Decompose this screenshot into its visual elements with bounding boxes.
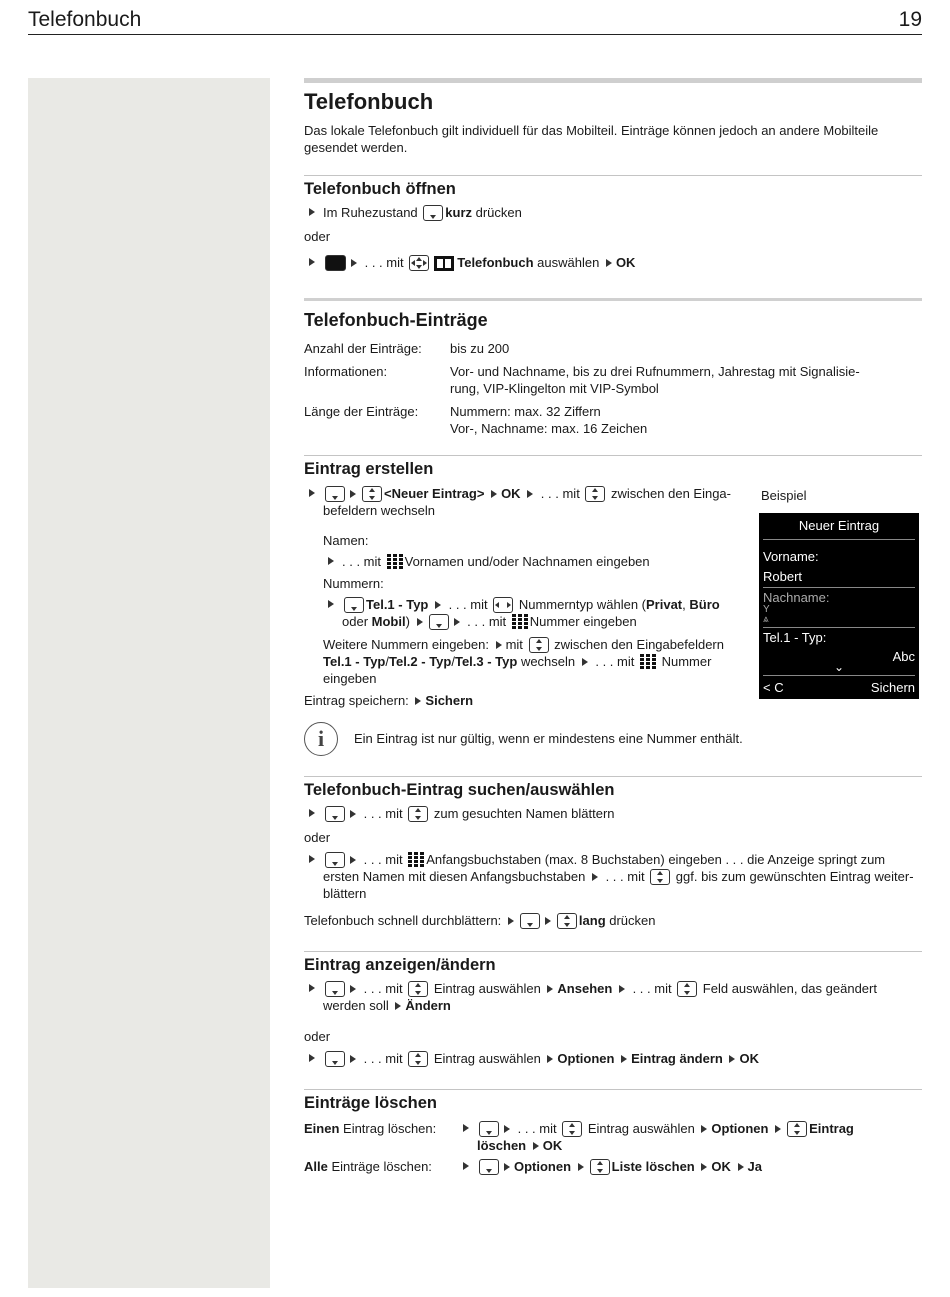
arrow-icon (309, 1054, 315, 1062)
text (723, 1051, 727, 1066)
text: zwischen den Einga- (607, 486, 731, 501)
chevron-down-icon: ⌄ (833, 660, 845, 674)
handset-display-example (759, 513, 919, 699)
bold-text: Eintrag ändern (631, 1051, 723, 1066)
key-updown-icon (650, 869, 670, 885)
display-softkey-left: < C (763, 680, 784, 695)
bold-text: lang (578, 913, 606, 928)
nav-4way-icon (409, 255, 429, 271)
or-text: oder (304, 1029, 331, 1044)
divider (304, 455, 922, 456)
info-note: Ein Eintrag ist nur gültig, wenn er mindestens eine Nummer enthält. (354, 731, 743, 746)
display-field-firstname-value: Robert (763, 569, 803, 584)
step-delete-one (458, 1120, 887, 1154)
text: . . . mit (360, 981, 407, 996)
arrow-icon (606, 259, 612, 267)
key-down-icon (479, 1121, 499, 1137)
text: Eintrag auswählen (584, 1121, 699, 1136)
text: Eintrag auswählen (430, 1051, 545, 1066)
sidebar-margin (28, 78, 270, 1288)
bold-text: OK (711, 1159, 731, 1174)
text: . . . mit (601, 869, 649, 884)
entries-label-length: Länge der Einträge: (304, 404, 419, 419)
arrow-icon (415, 697, 421, 705)
arrow-icon (547, 1055, 553, 1063)
key-down-icon (325, 1051, 345, 1067)
key-leftright-icon (493, 597, 513, 613)
bold-text: Optionen (711, 1121, 769, 1136)
entries-value-count: bis zu 200 (450, 341, 510, 356)
text: Einträge löschen: (327, 1159, 432, 1174)
keypad-icon (640, 654, 656, 669)
text: . . . mit (514, 1121, 561, 1136)
arrow-icon (351, 259, 357, 267)
keypad-icon (408, 852, 424, 867)
divider (304, 1089, 922, 1090)
divider (304, 776, 922, 777)
step-names (323, 553, 762, 570)
step-open-1 (304, 204, 923, 221)
text (612, 981, 616, 996)
arrow-icon (578, 1163, 584, 1171)
key-down-icon (325, 806, 345, 822)
text: Telefonbuch schnell durchblättern: (304, 913, 505, 928)
key-down-icon (325, 981, 345, 997)
step-open-2 (304, 254, 923, 271)
divider (304, 298, 922, 301)
key-down-icon (344, 597, 364, 613)
section-bar (304, 78, 922, 83)
display-field-lastname-label: Nachname: (763, 590, 830, 605)
display-softkey-right: Sichern (870, 680, 915, 695)
page-number: 19 (898, 8, 922, 31)
arrow-icon (496, 641, 502, 649)
heading-delete: Einträge löschen (304, 1094, 437, 1112)
step-more-numbers (323, 636, 743, 687)
text (731, 1159, 735, 1174)
intro-text: Das lokale Telefonbuch gilt individuell für das Mobilteil. Einträge können jedoch an andere Mobilteile gesendet werden. (304, 123, 879, 155)
step-save (304, 692, 473, 709)
bold-text: Mobil (371, 614, 406, 629)
text: . . . mit (342, 554, 385, 569)
arrow-icon (527, 490, 533, 498)
text: befeldern wechseln (323, 503, 436, 518)
bold-text: <Neuer Eintrag> (384, 486, 485, 501)
arrow-icon (547, 985, 553, 993)
text: zwischen den Eingabefeldern (550, 637, 724, 652)
arrow-icon (775, 1125, 781, 1133)
key-down-icon (520, 913, 540, 929)
text: zum gesuchten Namen blättern (430, 806, 615, 821)
arrow-icon (350, 856, 356, 864)
names-label: Namen: (323, 533, 369, 548)
arrow-icon (417, 618, 423, 626)
bold-text: Sichern (425, 693, 474, 708)
bold-text: OK (615, 255, 636, 270)
bold-text: Eintrag löschen (477, 1121, 854, 1153)
arrow-icon (545, 917, 551, 925)
bold-text: OK (542, 1138, 563, 1153)
text (768, 1121, 772, 1136)
bold-text: Privat (646, 597, 683, 612)
book-icon (434, 256, 454, 271)
delete-all-label (304, 1158, 432, 1175)
bold-text: Tel.1 - Typ (323, 654, 386, 669)
arrow-icon (738, 1163, 744, 1171)
header-divider (28, 34, 922, 35)
heading-create: Eintrag erstellen (304, 460, 434, 478)
key-updown-icon (408, 806, 428, 822)
arrow-icon (504, 1163, 510, 1171)
heading-entries: Telefonbuch-Einträge (304, 310, 488, 330)
key-down-icon (429, 614, 449, 630)
arrow-icon (533, 1142, 539, 1150)
bold-text: OK (739, 1051, 759, 1066)
text: wechseln (517, 654, 579, 669)
arrow-icon (395, 1002, 401, 1010)
bold-text: Tel.2 - Typ (388, 654, 452, 669)
text: . . . mit (444, 597, 492, 612)
bold-text: Tel.3 - Typ (454, 654, 518, 669)
key-updown-icon (787, 1121, 807, 1137)
heading-search: Telefonbuch-Eintrag suchen/auswählen (304, 781, 615, 799)
arrow-icon (328, 557, 334, 565)
arrow-icon (328, 600, 334, 608)
display-field-tel-type-label: Tel.1 - Typ: (763, 630, 827, 645)
or-text: oder (304, 229, 331, 244)
delete-one-label (304, 1120, 436, 1137)
step-delete-all (458, 1158, 917, 1175)
key-down-icon (479, 1159, 499, 1175)
bold-text: Einen (304, 1121, 340, 1136)
arrow-icon (350, 810, 356, 818)
bold-text: Ansehen (557, 981, 613, 996)
entries-value-info: Vor- und Nachname, bis zu drei Rufnummern, Jahrestag mit Signalisie-rung, VIP-Klingelton mit VIP-Symbol (450, 364, 860, 396)
text: Eintrag speichern: (304, 693, 413, 708)
step-create-1 (304, 485, 763, 519)
text: Feld auswählen, das geändert werden soll (323, 981, 877, 1013)
text: . . . mit (463, 614, 510, 629)
text (526, 1138, 530, 1153)
bold-text: Optionen (514, 1159, 572, 1174)
text (614, 1051, 618, 1066)
text (428, 597, 432, 612)
arrow-icon (350, 985, 356, 993)
text: . . . mit (361, 255, 408, 270)
display-input-mode: Abc (892, 649, 915, 664)
arrow-icon (582, 658, 588, 666)
key-updown-icon (557, 913, 577, 929)
step-numbers (323, 596, 747, 630)
step-search-2 (304, 851, 922, 902)
heading-open: Telefonbuch öffnen (304, 180, 456, 198)
text (571, 1159, 575, 1174)
text (484, 486, 488, 501)
arrow-icon (463, 1124, 469, 1132)
bold-text: Telefonbuch (457, 255, 534, 270)
key-updown-icon (408, 1051, 428, 1067)
divider (304, 951, 922, 952)
example-label: Beispiel (761, 488, 807, 503)
key-down-icon (325, 486, 345, 502)
heading-edit: Eintrag anzeigen/ändern (304, 956, 496, 974)
step-edit-2 (304, 1050, 923, 1067)
text: . . . mit (628, 981, 676, 996)
text: Nummer eingeben (529, 614, 637, 629)
entries-label-count: Anzahl der Einträge: (304, 341, 422, 356)
key-down-icon (325, 852, 345, 868)
arrow-icon (309, 984, 315, 992)
text: oder (342, 614, 372, 629)
arrow-icon (309, 855, 315, 863)
display-field-firstname-label: Vorname: (763, 549, 819, 564)
arrow-icon (491, 490, 497, 498)
display-divider (763, 627, 915, 628)
arrow-icon (619, 985, 625, 993)
arrow-icon (729, 1055, 735, 1063)
text: Eintrag auswählen (430, 981, 545, 996)
page-title: Telefonbuch (304, 89, 434, 114)
arrow-icon (454, 618, 460, 626)
text: drücken (472, 205, 522, 220)
entries-label-info: Informationen: (304, 364, 388, 379)
arrow-icon (504, 1125, 510, 1133)
display-divider (763, 587, 915, 588)
text: Eintrag löschen: (339, 1121, 437, 1136)
key-updown-icon (590, 1159, 610, 1175)
key-updown-icon (585, 486, 605, 502)
step-search-1 (304, 805, 923, 822)
bold-text: Tel.1 - Typ (366, 597, 429, 612)
text: , (682, 597, 690, 612)
arrow-icon (309, 258, 315, 266)
arrow-icon (592, 873, 598, 881)
menu-key-icon (325, 255, 346, 271)
bold-text: OK (501, 486, 521, 501)
arrow-icon (350, 1055, 356, 1063)
text (521, 486, 525, 501)
arrow-icon (621, 1055, 627, 1063)
arrow-icon (309, 208, 315, 216)
arrow-icon (701, 1125, 707, 1133)
arrow-icon (701, 1163, 707, 1171)
text (695, 1159, 699, 1174)
text: Im Ruhezustand (323, 205, 422, 220)
text: Anfangsbuchstaben (max. 8 Buchstaben) eingeben . . . die Anzeige springt zum ersten Namen mit diesen Anfangsbuchstaben (323, 852, 886, 884)
keypad-icon (387, 554, 403, 569)
arrow-icon (309, 809, 315, 817)
text: mit (505, 637, 527, 652)
arrow-icon (309, 489, 315, 497)
text-cursor-icon: Y ⩓ (763, 604, 770, 625)
keypad-icon (512, 614, 528, 629)
text: . . . mit (591, 654, 638, 669)
display-divider (763, 675, 915, 676)
text: ) (405, 614, 414, 629)
arrow-icon (463, 1162, 469, 1170)
bold-text: kurz (445, 205, 473, 220)
bold-text: Liste löschen (611, 1159, 695, 1174)
arrow-icon (350, 490, 356, 498)
or-text: oder (304, 830, 331, 845)
running-header-title: Telefonbuch (28, 8, 142, 31)
text: Nummer eingeben (323, 654, 712, 686)
divider (304, 175, 922, 176)
bold-text: Ja (747, 1159, 762, 1174)
text: Weitere Nummern eingeben: (323, 637, 493, 652)
bold-text: Ändern (405, 998, 451, 1013)
key-updown-icon (362, 486, 382, 502)
text: auswählen (533, 255, 603, 270)
info-icon: i (304, 722, 338, 756)
text: . . . mit (537, 486, 584, 501)
key-updown-icon (529, 637, 549, 653)
display-divider (763, 539, 915, 540)
text: . . . mit (360, 806, 407, 821)
text: ggf. bis zum gewünschten Eintrag weiter-blättern (323, 869, 914, 901)
display-title: Neuer Eintrag (798, 518, 880, 533)
key-updown-icon (677, 981, 697, 997)
step-search-fast (304, 912, 656, 929)
key-updown-icon (408, 981, 428, 997)
step-edit-1 (304, 980, 922, 1014)
text: . . . mit (360, 852, 407, 867)
bold-text: Büro (689, 597, 720, 612)
bold-text: Alle (304, 1159, 328, 1174)
key-updown-icon (562, 1121, 582, 1137)
bold-text: Optionen (557, 1051, 615, 1066)
arrow-icon (508, 917, 514, 925)
text: / (451, 654, 455, 669)
text: Nummerntyp wählen ( (515, 597, 646, 612)
numbers-label: Nummern: (323, 576, 384, 591)
key-down-icon (423, 205, 443, 221)
entries-value-length-2: Vor-, Nachname: max. 16 Zeichen (450, 421, 648, 436)
text: Vornamen und/oder Nachnamen eingeben (404, 554, 650, 569)
arrow-icon (435, 601, 441, 609)
text: . . . mit (360, 1051, 407, 1066)
entries-value-length: Nummern: max. 32 Ziffern (450, 404, 601, 419)
text: / (385, 654, 389, 669)
text: drücken (605, 913, 656, 928)
